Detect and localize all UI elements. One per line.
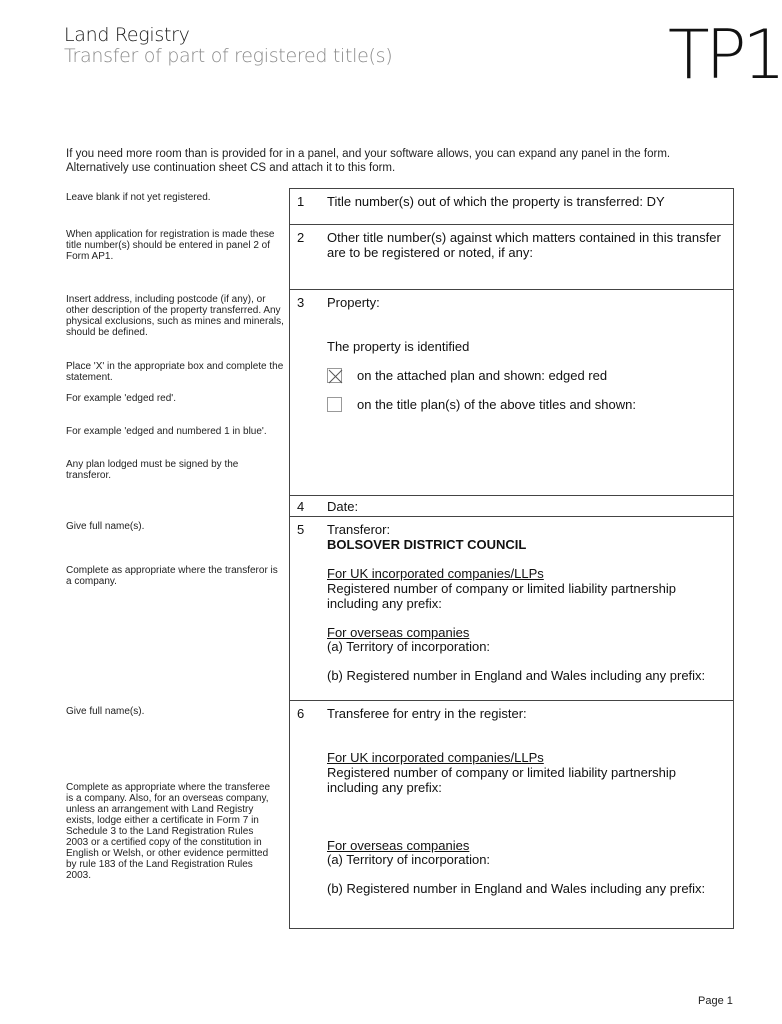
note-example-red: For example 'edged red'. (66, 393, 176, 404)
panel-5-label: Transferor: (327, 522, 391, 537)
title-plan-checkbox[interactable] (327, 397, 342, 412)
panel-2[interactable] (289, 225, 734, 290)
panel-4[interactable] (289, 496, 734, 517)
note-place-x: Place 'X' in the appropriate box and complete the statement. (66, 361, 284, 383)
note-transferor-company: Complete as appropriate where the transferor is a company. (66, 565, 278, 587)
panel-number: 3 (297, 295, 305, 310)
panel-1-label: Title number(s) out of which the property is transferred: DY (327, 194, 665, 209)
panel-2-label: Other title number(s) against which matters contained in this transfer are to be registered or noted, if any: (327, 230, 721, 260)
title-plan-label: on the title plan(s) of the above titles and shown: (357, 397, 636, 412)
note-leave-blank: Leave blank if not yet registered. (66, 192, 211, 203)
transferee-territory: (a) Territory of incorporation: (327, 852, 491, 867)
panel-3-label: Property: (327, 295, 380, 310)
panel-number: 6 (297, 706, 305, 721)
panel-1[interactable] (289, 188, 734, 225)
note-application: When application for registration is made these title number(s) should be entered in panel 2 of Form AP1. (66, 229, 275, 262)
panel-6[interactable] (289, 701, 734, 929)
transferor-uk-heading: For UK incorporated companies/LLPs (327, 566, 544, 581)
note-example-blue: For example 'edged and numbered 1 in blue'. (66, 426, 267, 437)
transferee-overseas-heading: For overseas companies (327, 838, 470, 853)
page-number: Page 1 (698, 995, 733, 1007)
form-code: TP1 (668, 16, 782, 95)
note-plan-signed: Any plan lodged must be signed by the transferor. (66, 459, 239, 481)
panel-3[interactable] (289, 290, 734, 496)
transferor-overseas-heading: For overseas companies (327, 625, 470, 640)
transferor-uk-text: Registered number of company or limited liability partnership including any prefix: (327, 581, 676, 611)
panel-4-label: Date: (327, 499, 359, 514)
panel-number: 4 (297, 499, 305, 514)
transferor-territory: (a) Territory of incorporation: (327, 639, 491, 654)
panel-5[interactable] (289, 517, 734, 701)
panel-number: 2 (297, 230, 305, 245)
property-identified-text: The property is identified (327, 339, 470, 354)
note-transferee-company: Complete as appropriate where the transferee is a company. Also, for an overseas company, unless an arrangement with Land Registry exists, lodge either a certificate in Form 7 in Schedule 3 to the Land Registration Rules 2003 or a certified copy of the constitution in English or Welsh, or other evidence permitted by rule 183 of the Land Registration Rules 2003. (66, 782, 271, 881)
transferee-uk-text: Registered number of company or limited liability partnership including any prefix: (327, 765, 676, 795)
transferor-reg-england: (b) Registered number in England and Wales including any prefix: (327, 668, 706, 683)
x-mark-icon (328, 369, 343, 384)
form-subtitle: Transfer of part of registered title(s) (64, 45, 393, 67)
plan-attached-checkbox[interactable] (327, 368, 342, 383)
registry-title: Land Registry (64, 24, 190, 46)
transferor-name: BOLSOVER DISTRICT COUNCIL (327, 537, 527, 552)
plan-attached-label: on the attached plan and shown: edged red (357, 368, 608, 383)
note-full-names-transferee: Give full name(s). (66, 706, 145, 717)
transferee-reg-england: (b) Registered number in England and Wales including any prefix: (327, 881, 706, 896)
note-insert-address: Insert address, including postcode (if any), or other description of the property transferred. Any physical exclusions, such as mines and minerals, should be defined. (66, 294, 284, 338)
transferee-uk-heading: For UK incorporated companies/LLPs (327, 750, 544, 765)
panel-6-label: Transferee for entry in the register: (327, 706, 527, 721)
note-full-names-transferor: Give full name(s). (66, 521, 145, 532)
intro-text: If you need more room than is provided for in a panel, and your software allows, you can expand any panel in the form. Alternatively use continuation sheet CS and attach it to this form. (66, 148, 671, 174)
panel-number: 1 (297, 194, 305, 209)
panel-number: 5 (297, 522, 305, 537)
